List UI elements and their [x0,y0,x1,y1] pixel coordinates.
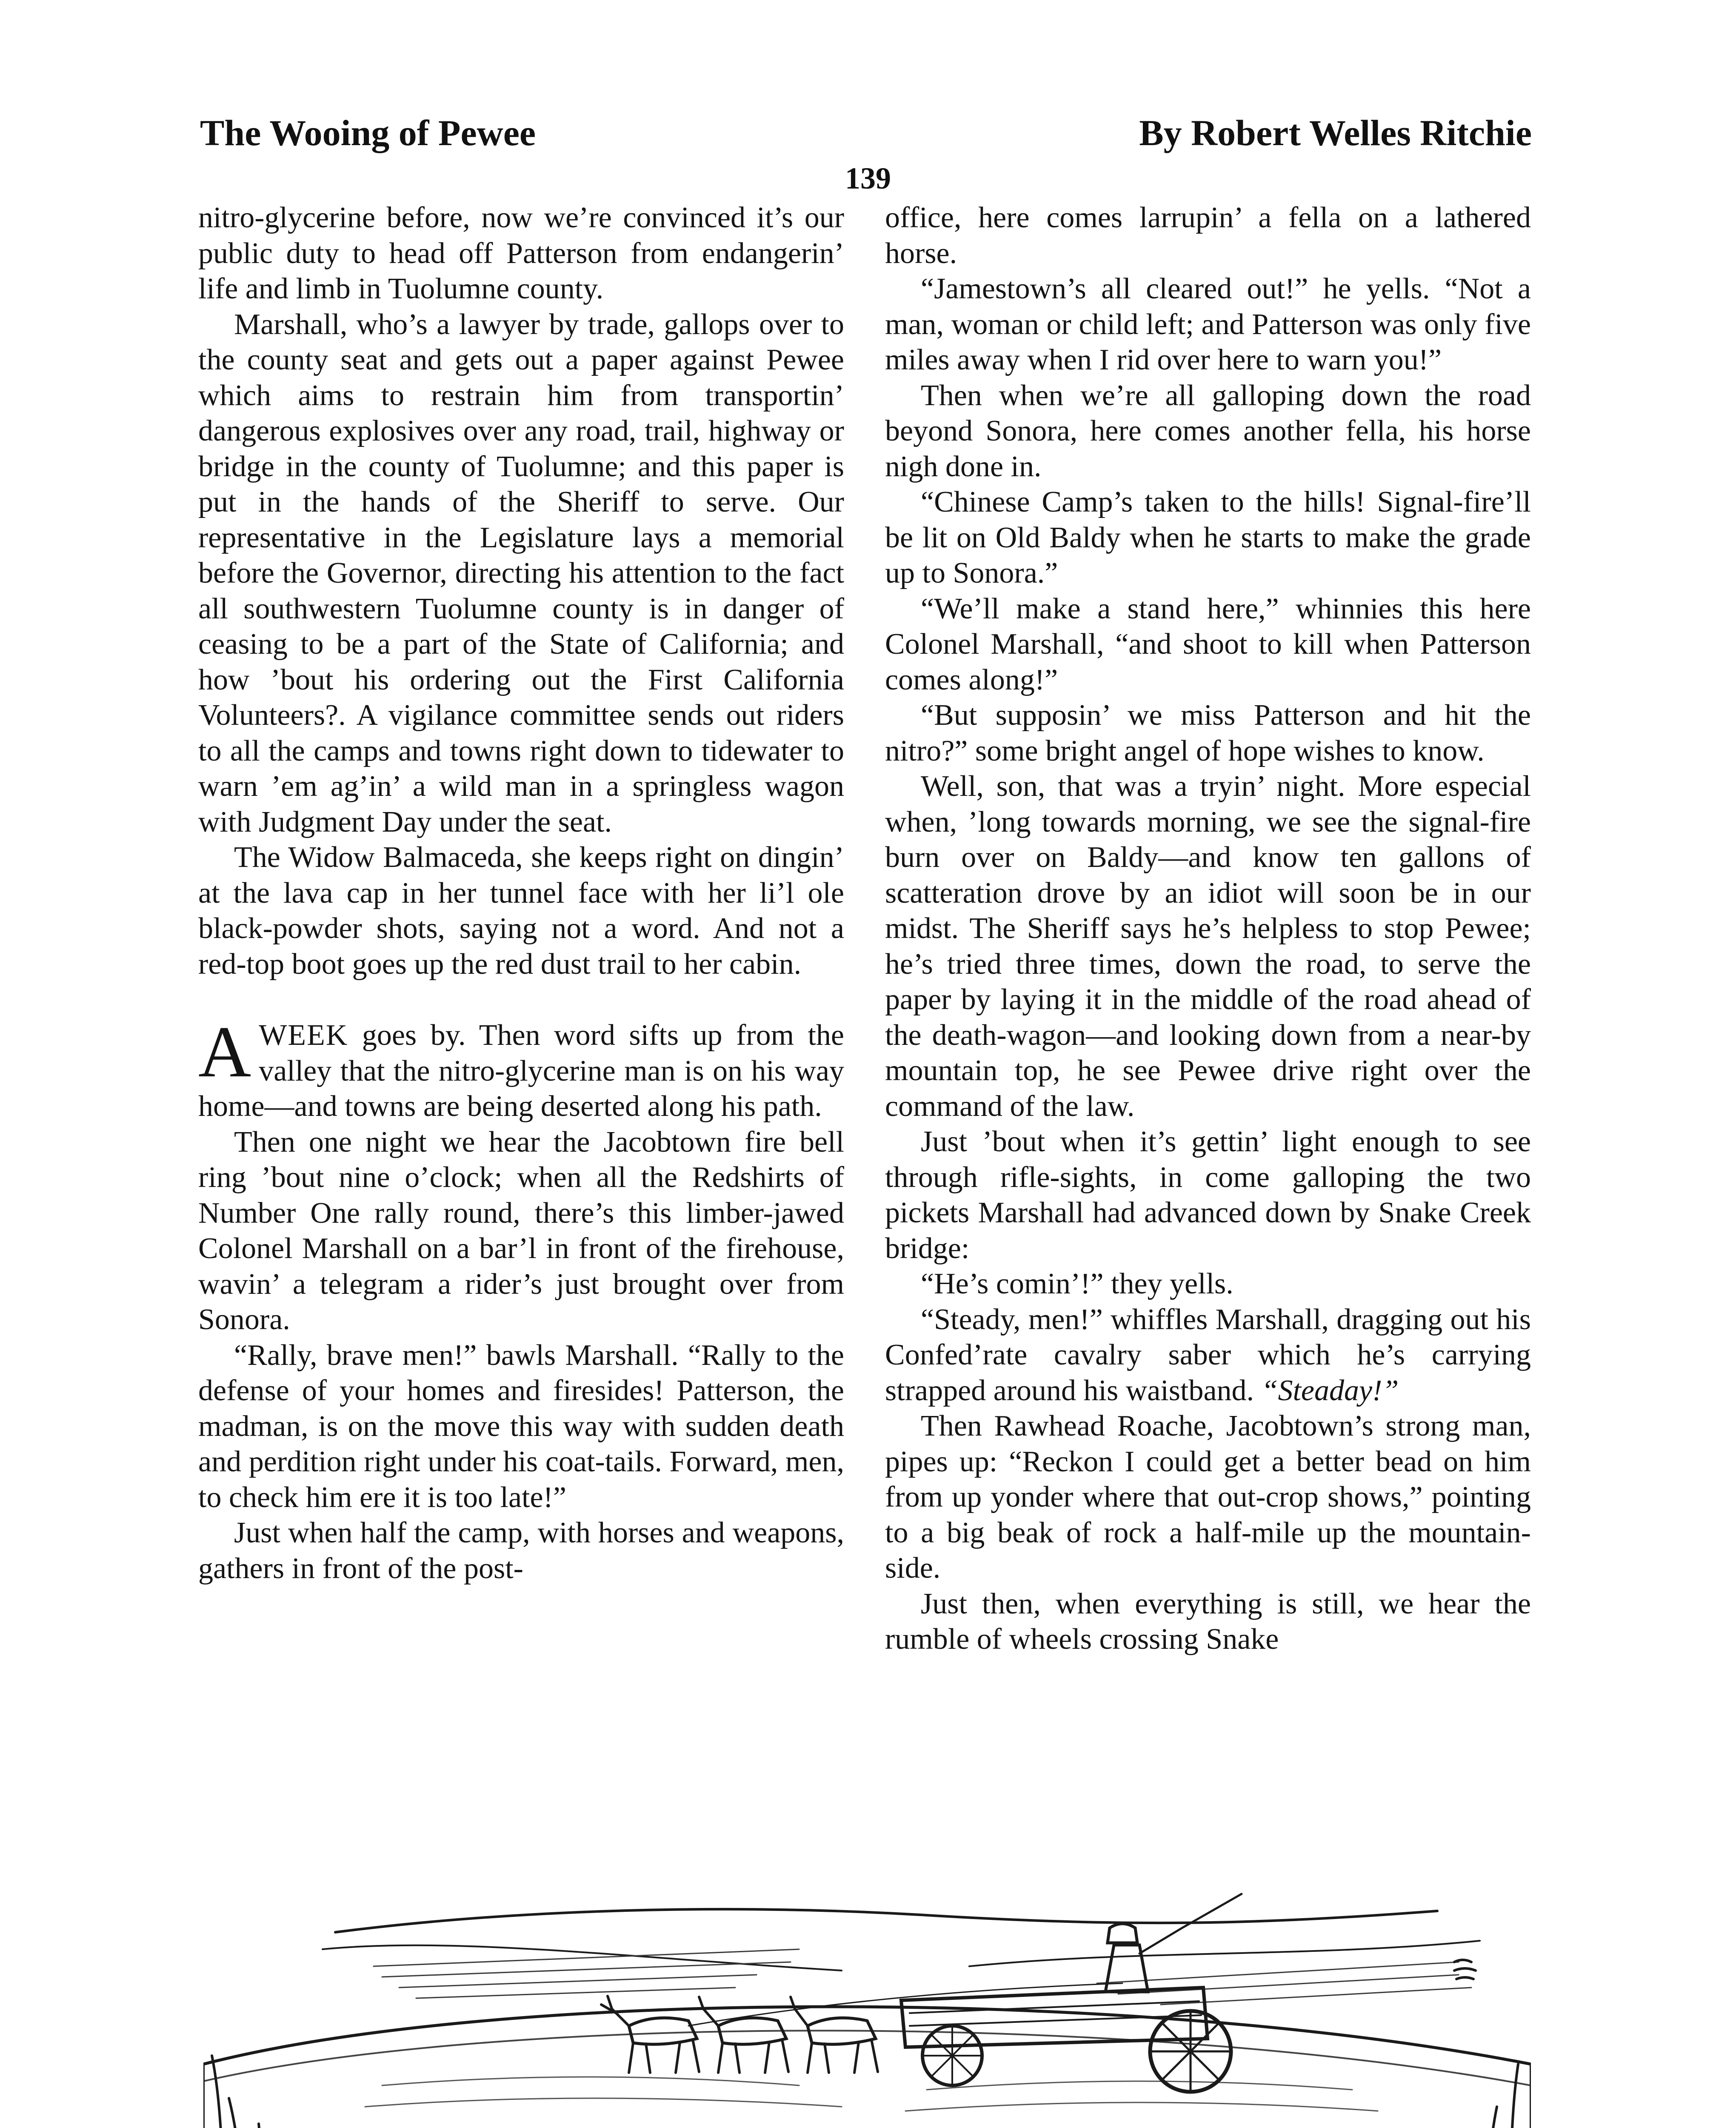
paragraph: Just when half the camp, with horses and weapons, gathers in front of the post- [198,1516,844,1585]
page-number: 139 [845,161,891,195]
paragraph: Then Rawhead Roache, Jacobtown’s strong man, pipes up: “Reckon I could get a better bead on him from up yonder where that out-crop shows,” pointing to a big beak of rock a half-mile up the mountain-side. [885,1410,1531,1585]
paragraph: nitro-glycerine before, now we’re convinced it’s our public duty to head off Patterson from endangerin’ life and limb in Tuolumne county. [198,201,844,305]
section-opening-paragraph [198,1012,844,1124]
author-byline: By Robert Welles Ritchie [1139,112,1532,153]
paragraph: “Jamestown’s all cleared out!” he yells. “Not a man, woman or child left; and Patterson was only five miles away when I rid over here to warn you!” [885,272,1531,376]
italic-shout: “Steaday!” [1261,1374,1399,1407]
small-caps-lead: WEEK [259,1019,348,1052]
paragraph [885,1302,1531,1409]
paragraph: Well, son, that was a tryin’ night. More especial when, ’long towards morning, we see the signal-fire burn over on Baldy—and know ten gallons of scatteration drove by an idiot will soon be in our midst. The Sheriff says he’s helpless to stop Pewee; he’s tried three times, down the road, to serve the paper by laying it in the middle of the road ahead of the death-wagon—and looking down from a near-by mountain top, he see Pewee drive right over the command of the law. [885,770,1531,1123]
text-columns [198,200,1531,1868]
story-title: The Wooing of Pewee [200,112,536,153]
paragraph: Then when we’re all galloping down the road beyond Sonora, here comes another fella, his horse nigh done in. [885,379,1531,483]
paragraph: Then one night we hear the Jacobtown fire bell ring ’bout nine o’clock; when all the Redshirts of Number One rally round, there’s this limber-jawed Colonel Marshall on a bar’l in front of the firehouse, wavin’ a telegram a rider’s just brought over from Sonora. [198,1125,844,1336]
paragraph: “He’s comin’!” they yells. [921,1267,1233,1300]
paragraph: “We’ll make a stand here,” whinnies this here Colonel Marshall, “and shoot to kill when Patterson comes along!” [885,592,1531,696]
paragraph-text: goes by. Then word sifts up from the valley that the nitro-glycerine man is on his way home—and towns are being deserted along his path. [198,1019,844,1123]
paragraph: Marshall, who’s a lawyer by trade, gallops over to the county seat and gets out a paper against Pewee which aims to restrain him from transportin’ dangerous explosives over any road, trail, highway or bridge in the county of Tuolumne; and this paper is put in the hands of the Sheriff to serve. Our representative in the Legislature lays a memorial before the Governor, directing his attention to the fact all southwestern Tuolumne county is in danger of ceasing to be a part of the State of California; and how ’bout his ordering out the First California Volunteers?. A vigilance committee sends out riders to all the camps and towns right down to tidewater to warn ’em ag’in’ a wild man in a springless wagon with Judgment Day under the seat. [198,308,844,838]
running-head [200,112,1532,163]
paragraph: Just ’bout when it’s gettin’ light enough to see through rifle-sights, in come galloping the two pickets Marshall had advanced down by Snake Creek bridge: [885,1125,1531,1265]
paragraph: “But supposin’ we miss Patterson and hit the nitro?” some bright angel of hope wishes to know. [885,699,1531,767]
paragraph: The Widow Balmaceda, she keeps right on dingin’ at the lava cap in her tunnel face with her li’l ole black-powder shots, saying not a word. And not a red-top boot goes up the red dust trail to her cabin. [198,841,844,981]
drop-cap: A [198,1012,251,1093]
paragraph: “Rally, brave men!” bawls Marshall. “Rally to the defense of your homes and firesides! Patterson, the madman, is on the move this way with sudden death and perdition right under his coat-tails. Forward, men, to check him ere it is too late!” [198,1339,844,1514]
paragraph: “Chinese Camp’s taken to the hills! Signal-fire’ll be lit on Old Baldy when he starts to make the grade up to Sonora.” [885,486,1531,589]
right-column [885,200,1531,1868]
paragraph-text: “Steady, men!” whiffles Marshall, dragging out his Confed’rate cavalry saber which he’s carrying strapped around his waistband. [885,1303,1531,1407]
left-column [198,200,844,1868]
paragraph: office, here comes larrupin’ a fella on a lathered horse. [885,201,1531,270]
paragraph: Just then, when everything is still, we hear the rumble of wheels crossing Snake [885,1587,1531,1656]
pen-drawing-wagon-scene [203,1885,1531,2128]
wagon-illustration [203,1885,1531,2128]
